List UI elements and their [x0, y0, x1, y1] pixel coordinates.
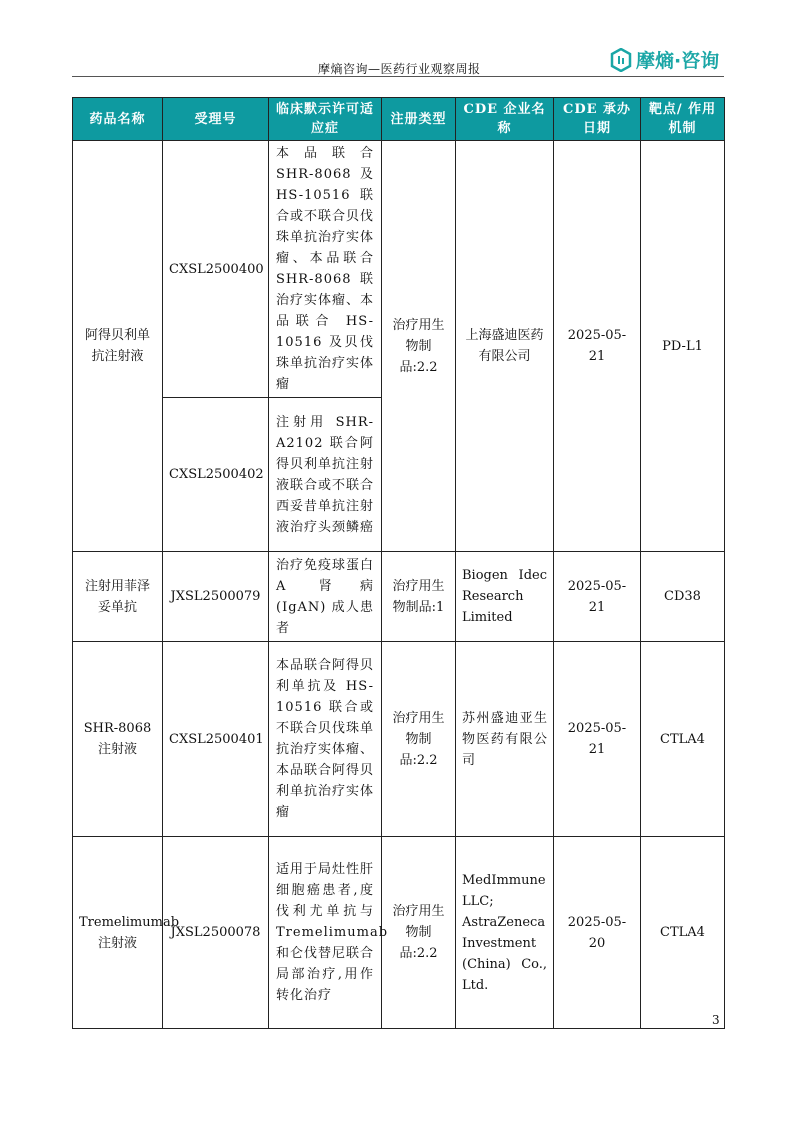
drug-name: SHR-8068 注射液: [73, 642, 163, 837]
logo: [610, 46, 719, 73]
drug-name: 阿得贝利单抗注射液: [73, 141, 163, 552]
target: PD-L1: [641, 141, 725, 552]
table-row: [73, 837, 725, 1029]
table-row: [73, 642, 725, 837]
acceptance-no: CXSL2500400: [163, 141, 269, 398]
company: 苏州盛迪亚生物医药有限公司: [456, 642, 554, 837]
date: 2025-05-21: [554, 642, 641, 837]
table-row: [73, 552, 725, 642]
header-divider: [72, 76, 724, 77]
target: CTLA4: [641, 837, 725, 1029]
reg-type: 治疗用生物制品:2.2: [382, 642, 456, 837]
col-indication: 临床默示许可适应症: [269, 98, 382, 141]
date: 2025-05-20: [554, 837, 641, 1029]
acceptance-no: JXSL2500079: [163, 552, 269, 642]
logo-icon: [610, 48, 632, 72]
col-company: CDE 企业名称: [456, 98, 554, 141]
drug-name: Tremelimumab 注射液: [73, 837, 163, 1029]
company: Biogen Idec Research Limited: [456, 552, 554, 642]
col-reg-type: 注册类型: [382, 98, 456, 141]
target: CD38: [641, 552, 725, 642]
indication: 本品联合阿得贝利单抗及 HS-10516 联合或不联合贝伐珠单抗治疗实体瘤、本品联合阿得贝利单抗治疗实体瘤: [269, 642, 382, 837]
company: MedImmune LLC; AstraZeneca Investment (China) Co., Ltd.: [456, 837, 554, 1029]
col-date: CDE 承办日期: [554, 98, 641, 141]
acceptance-no: JXSL2500078: [163, 837, 269, 1029]
indication: 适用于局灶性肝细胞癌患者,度伐利尤单抗与 Tremelimumab 和仑伐替尼联合局部治疗,用作转化治疗: [269, 837, 382, 1029]
logo-text: 摩熵·咨询: [636, 50, 720, 72]
indication: 注射用 SHR-A2102 联合阿得贝利单抗注射液联合或不联合西妥昔单抗注射液治疗头颈鳞癌: [269, 398, 382, 552]
target: CTLA4: [641, 642, 725, 837]
reg-type: 治疗用生物制品:1: [382, 552, 456, 642]
col-drug-name: 药品名称: [73, 98, 163, 141]
page-number: 3: [712, 1013, 720, 1027]
col-acceptance-no: 受理号: [163, 98, 269, 141]
acceptance-no: CXSL2500402: [163, 398, 269, 552]
table-row: [73, 141, 725, 398]
table-header-row: [73, 98, 725, 141]
company: 上海盛迪医药有限公司: [456, 141, 554, 552]
date: 2025-05-21: [554, 141, 641, 552]
date: 2025-05-21: [554, 552, 641, 642]
reg-type: 治疗用生物制品:2.2: [382, 141, 456, 552]
indication: 本品联合 SHR-8068 及 HS-10516 联合或不联合贝伐珠单抗治疗实体瘤、本品联合 SHR-8068 联治疗实体瘤、本品联合 HS-10516 及贝伐珠单抗治疗实体瘤: [269, 141, 382, 398]
acceptance-no: CXSL2500401: [163, 642, 269, 837]
drug-approval-table: [72, 97, 725, 1029]
reg-type: 治疗用生物制品:2.2: [382, 837, 456, 1029]
drug-name: 注射用菲泽妥单抗: [73, 552, 163, 642]
indication: 治疗免疫球蛋白 A 肾病 (IgAN) 成人患者: [269, 552, 382, 642]
col-target: 靶点/ 作用机制: [641, 98, 725, 141]
header-title: 摩熵咨询—医药行业观察周报: [318, 62, 481, 76]
